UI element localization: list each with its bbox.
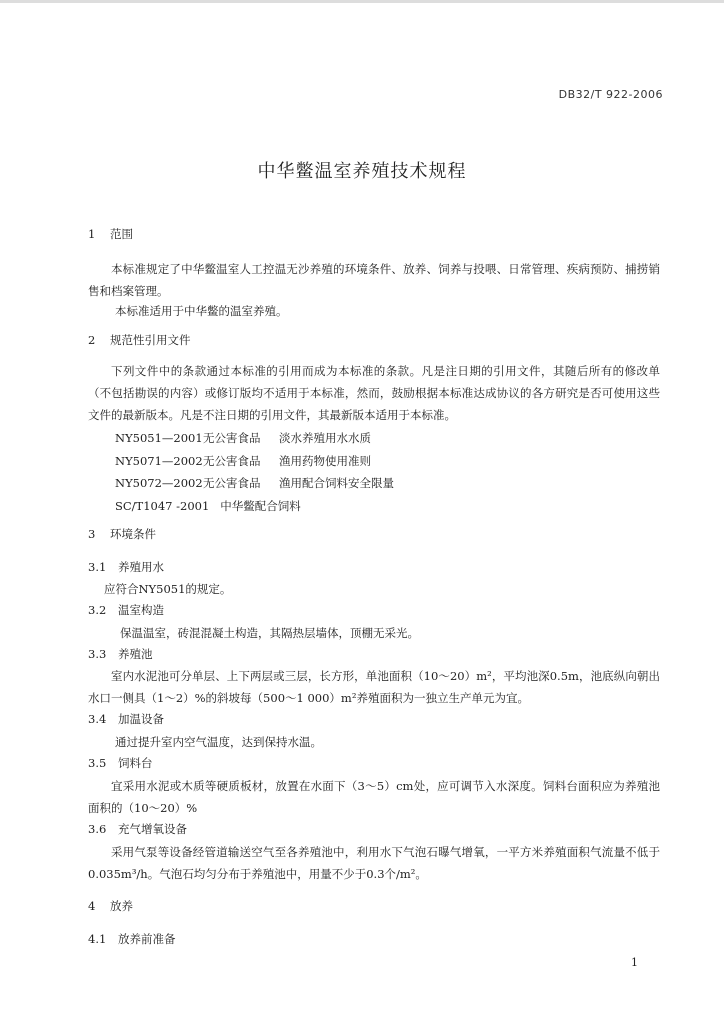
reference-code: NY5051—2001: [115, 431, 203, 445]
section-heading: [88, 523, 156, 545]
standard-number: DB32/T 922-2006: [558, 88, 663, 101]
subsection-heading: [88, 928, 176, 950]
subsection-heading: [88, 818, 187, 840]
subsection-number: 3.3: [88, 647, 107, 661]
reference-title: 渔用药物使用准则: [279, 454, 371, 468]
subsection-title: 放养前准备: [118, 932, 176, 946]
subsection-heading: [88, 599, 164, 621]
paragraph: 本标准适用于中华鳖的温室养殖。: [115, 304, 288, 318]
reference-code: NY5071—2002: [115, 454, 203, 468]
reference-item: SC/T1047 -2001 中华鳖配合饲料: [115, 499, 301, 513]
section-heading: [88, 223, 133, 245]
section-number: 4: [88, 899, 96, 913]
subsection-number: 3.6: [88, 822, 107, 836]
subsection-heading: [88, 556, 164, 578]
section-title: 放养: [110, 899, 133, 913]
paragraph: 采用气泵等设备经管道输送空气至各养殖池中，利用水下气泡石曝气增氧，一平方米养殖面积气流量不低于0.035m³/h。气泡石均匀分布于养殖池中，用量不少于0.3个/m²。: [88, 845, 660, 881]
reference-title: 渔用配合饲料安全限量: [279, 476, 394, 490]
section-number: 3: [88, 527, 96, 541]
paragraph: 宜采用水泥或木质等硬质板材，放置在水面下（3～5）cm处，应可调节入水深度。饲料台面积应为养殖池面积的（10～20）%: [88, 779, 660, 815]
paragraph: 保温温室，砖混混凝土构造，其隔热层墙体，顶棚无采光。: [120, 626, 419, 640]
reference-item: [115, 427, 371, 449]
section-title: 范围: [110, 227, 133, 241]
section-heading: [88, 895, 133, 917]
reference-code: NY5072—2002: [115, 476, 203, 490]
subsection-title: 加温设备: [118, 712, 164, 726]
section-number: 1: [88, 227, 96, 241]
paragraph: 通过提升室内空气温度，达到保持水温。: [115, 735, 322, 749]
subsection-number: 3.4: [88, 712, 107, 726]
reference-title: 淡水养殖用水水质: [279, 431, 371, 445]
page-title: 中华鳖温室养殖技术规程: [257, 161, 467, 182]
reference-item: [115, 472, 394, 494]
subsection-title: 温室构造: [118, 603, 164, 617]
reference-category: 无公害食品: [203, 431, 261, 445]
subsection-number: 4.1: [88, 932, 107, 946]
section-heading: [88, 329, 191, 351]
page-number: 1: [631, 956, 638, 969]
reference-item: [115, 450, 371, 472]
subsection-title: 充气增氧设备: [118, 822, 187, 836]
scan-artifact: [0, 0, 724, 3]
subsection-heading: [88, 643, 153, 665]
section-title: 环境条件: [110, 527, 156, 541]
subsection-title: 饲料台: [118, 756, 153, 770]
section-number: 2: [88, 333, 96, 347]
paragraph: 本标准规定了中华鳖温室人工控温无沙养殖的环境条件、放养、饲养与投喂、日常管理、疾病预防、捕捞销售和档案管理。: [88, 262, 660, 298]
reference-category: 无公害食品: [203, 476, 261, 490]
paragraph: 应符合NY5051的规定。: [104, 582, 232, 596]
subsection-heading: [88, 752, 153, 774]
subsection-number: 3.1: [88, 560, 107, 574]
subsection-number: 3.2: [88, 603, 107, 617]
reference-category: 无公害食品: [203, 454, 261, 468]
subsection-title: 养殖用水: [118, 560, 164, 574]
subsection-heading: [88, 708, 164, 730]
paragraph: 下列文件中的条款通过本标准的引用而成为本标准的条款。凡是注日期的引用文件，其随后所有的修改单（不包括勘误的内容）或修订版均不适用于本标准，然而，鼓励根据本标准达成协议的各方研究是否可使用这些文件的最新版本。凡是不注日期的引用文件，其最新版本适用于本标准。: [88, 364, 660, 422]
section-title: 规范性引用文件: [110, 333, 191, 347]
subsection-number: 3.5: [88, 756, 107, 770]
paragraph: 室内水泥池可分单层、上下两层或三层，长方形，单池面积（10～20）m²，平均池深0.5m，池底纵向朝出水口一侧具（1～2）%的斜坡每（500～1 000）m²养殖面积为一独立生产单元为宜。: [88, 669, 660, 705]
subsection-title: 养殖池: [118, 647, 153, 661]
